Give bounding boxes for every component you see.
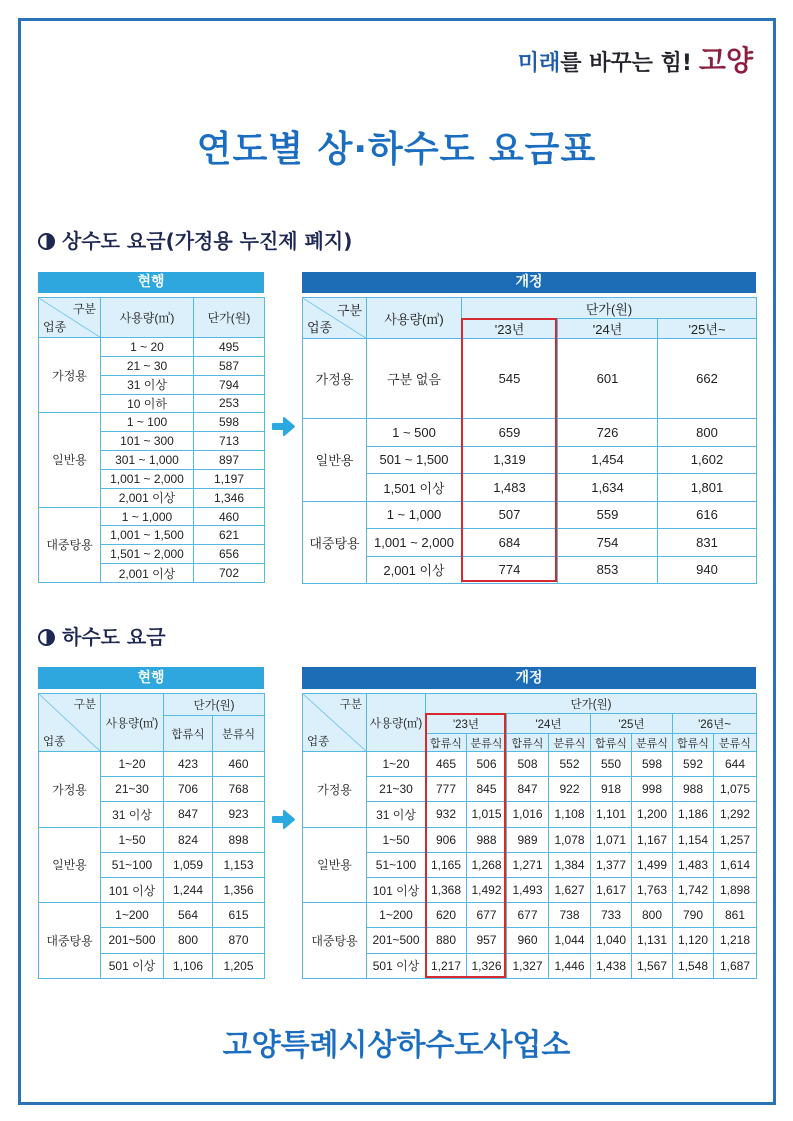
header-combined: 합류식 <box>591 734 632 752</box>
rate-cell: 1,687 <box>714 953 757 978</box>
category-cell: 대중탕용 <box>39 903 101 979</box>
header-usage: 사용량(㎥) <box>101 298 194 338</box>
rate-cell: 897 <box>194 451 265 470</box>
rate-cell: 559 <box>558 501 658 529</box>
rate-cell: 507 <box>462 501 558 529</box>
category-cell: 일반용 <box>39 413 101 507</box>
usage-cell: 501 ~ 1,500 <box>367 446 462 474</box>
water-revised-table <box>302 297 756 584</box>
rate-cell: 1,483 <box>462 474 558 502</box>
rate-cell: 598 <box>632 752 673 777</box>
rate-cell: 615 <box>213 903 265 928</box>
usage-cell: 31 이상 <box>101 802 164 827</box>
rate-cell: 870 <box>213 928 265 953</box>
water-section-title: 상수도 요금(가정용 누진제 폐지) <box>62 229 353 253</box>
rate-cell: 1,634 <box>558 474 658 502</box>
rate-cell: 1,165 <box>426 852 467 877</box>
usage-cell: 21~30 <box>367 777 426 802</box>
sewer-section-title: 하수도 요금 <box>62 625 166 649</box>
sewer-revised-table <box>302 693 756 979</box>
rate-cell: 1,120 <box>673 928 714 953</box>
header-type: 업종 <box>307 320 333 335</box>
rate-cell: 677 <box>507 903 549 928</box>
header-price: 단가(원) <box>194 298 265 338</box>
usage-cell: 1,001 ~ 2,000 <box>101 469 194 488</box>
table-row <box>303 928 757 953</box>
rate-cell: 621 <box>194 526 265 545</box>
header-category: 구분 <box>336 303 362 318</box>
rate-cell: 1,059 <box>164 852 213 877</box>
half-circle-icon <box>38 629 55 646</box>
header-separate: 분류식 <box>714 734 757 752</box>
header-year-2023: '23년 <box>426 714 507 734</box>
usage-cell: 구분 없음 <box>367 339 462 419</box>
rate-cell: 552 <box>549 752 591 777</box>
header-price: 단가(원) <box>462 298 757 319</box>
usage-cell: 1 ~ 500 <box>367 419 462 447</box>
water-current-label: 현행 <box>38 272 264 293</box>
usage-cell: 201~500 <box>367 928 426 953</box>
rate-cell: 684 <box>462 529 558 557</box>
rate-cell: 656 <box>194 545 265 564</box>
header-type: 업종 <box>43 736 66 748</box>
usage-cell: 101 ~ 300 <box>101 432 194 451</box>
rate-cell: 998 <box>632 777 673 802</box>
table-row <box>39 827 265 852</box>
sewer-revised-label: 개정 <box>302 667 756 689</box>
rate-cell: 1,602 <box>658 446 757 474</box>
usage-cell: 101 이상 <box>101 877 164 902</box>
rate-cell: 1,499 <box>632 852 673 877</box>
rate-cell: 831 <box>658 529 757 557</box>
slogan-brand: 고양 <box>698 44 753 77</box>
sewer-current-label: 현행 <box>38 667 264 689</box>
slogan-text: 를 바꾸는 힘! <box>560 51 692 76</box>
rate-cell: 702 <box>194 564 265 583</box>
sewer-current-table <box>38 693 264 979</box>
usage-cell: 1,001 ~ 2,000 <box>367 529 462 557</box>
header-separate: 분류식 <box>467 734 507 752</box>
table-row <box>39 903 265 928</box>
rate-cell: 1,327 <box>507 953 549 978</box>
rate-cell: 922 <box>549 777 591 802</box>
rate-cell: 957 <box>467 928 507 953</box>
usage-cell: 51~100 <box>101 852 164 877</box>
rate-cell: 1,346 <box>194 488 265 507</box>
rate-cell: 1,218 <box>714 928 757 953</box>
rate-cell: 1,200 <box>632 802 673 827</box>
rate-cell: 847 <box>164 802 213 827</box>
table-header-row <box>39 298 265 338</box>
rate-cell: 601 <box>558 339 658 419</box>
rate-cell: 1,271 <box>507 852 549 877</box>
water-revised-label: 개정 <box>302 272 756 293</box>
rate-cell: 616 <box>658 501 757 529</box>
slogan-highlight: 미래 <box>517 51 561 76</box>
header-category: 구분 <box>339 699 362 711</box>
rate-cell: 1,446 <box>549 953 591 978</box>
rate-cell: 1,075 <box>714 777 757 802</box>
rate-cell: 587 <box>194 356 265 375</box>
usage-cell: 10 이하 <box>101 394 194 413</box>
rate-cell: 940 <box>658 556 757 584</box>
usage-cell: 201~500 <box>101 928 164 953</box>
rate-cell: 644 <box>714 752 757 777</box>
header-diagonal-cell <box>39 298 101 338</box>
rate-cell: 790 <box>673 903 714 928</box>
category-cell: 대중탕용 <box>39 507 101 582</box>
rate-cell: 1,438 <box>591 953 632 978</box>
rate-cell: 989 <box>507 827 549 852</box>
rate-cell: 768 <box>213 777 265 802</box>
rate-cell: 659 <box>462 419 558 447</box>
header-year-2023: '23년 <box>462 319 558 339</box>
rate-cell: 960 <box>507 928 549 953</box>
water-current-table <box>38 297 264 583</box>
rate-cell: 1,167 <box>632 827 673 852</box>
rate-cell: 1,454 <box>558 446 658 474</box>
header-year-2025: '25년 <box>591 714 673 734</box>
rate-cell: 1,197 <box>194 469 265 488</box>
rate-cell: 713 <box>194 432 265 451</box>
rate-cell: 1,319 <box>462 446 558 474</box>
rate-cell: 1,356 <box>213 877 265 902</box>
table-row <box>303 339 757 419</box>
rate-cell: 845 <box>467 777 507 802</box>
rate-cell: 1,217 <box>426 953 467 978</box>
table-row <box>303 827 757 852</box>
rate-cell: 1,015 <box>467 802 507 827</box>
header-year-2026: '26년~ <box>673 714 757 734</box>
rate-cell: 1,326 <box>467 953 507 978</box>
rate-cell: 1,268 <box>467 852 507 877</box>
category-cell: 대중탕용 <box>303 501 367 584</box>
table-row <box>303 903 757 928</box>
rate-cell: 1,763 <box>632 877 673 902</box>
rate-cell: 706 <box>164 777 213 802</box>
rate-cell: 1,627 <box>549 877 591 902</box>
rate-cell: 1,493 <box>507 877 549 902</box>
header-year-2024: '24년 <box>507 714 591 734</box>
rate-cell: 1,108 <box>549 802 591 827</box>
category-cell: 일반용 <box>39 827 101 903</box>
table-header-row <box>303 694 757 714</box>
header-type: 업종 <box>307 736 330 748</box>
category-cell: 가정용 <box>303 752 367 828</box>
rate-cell: 508 <box>507 752 549 777</box>
rate-cell: 1,617 <box>591 877 632 902</box>
rate-cell: 253 <box>194 394 265 413</box>
header-usage: 사용량(㎥) <box>367 298 462 339</box>
table-row <box>303 446 757 474</box>
usage-cell: 1,001 ~ 1,500 <box>101 526 194 545</box>
rate-cell: 774 <box>462 556 558 584</box>
rate-cell: 988 <box>673 777 714 802</box>
rate-cell: 662 <box>658 339 757 419</box>
rate-cell: 1,292 <box>714 802 757 827</box>
usage-cell: 1~50 <box>101 827 164 852</box>
rate-cell: 754 <box>558 529 658 557</box>
rate-cell: 800 <box>632 903 673 928</box>
table-row <box>303 419 757 447</box>
usage-cell: 21~30 <box>101 777 164 802</box>
table-row <box>39 752 265 777</box>
header-diagonal-cell <box>303 298 367 339</box>
rate-cell: 794 <box>194 375 265 394</box>
rate-cell: 1,153 <box>213 852 265 877</box>
table-row <box>39 507 265 526</box>
usage-cell: 301 ~ 1,000 <box>101 451 194 470</box>
rate-cell: 506 <box>467 752 507 777</box>
rate-cell: 733 <box>591 903 632 928</box>
category-cell: 가정용 <box>39 338 101 413</box>
table-row <box>39 413 265 432</box>
usage-cell: 1,501 ~ 2,000 <box>101 545 194 564</box>
rate-cell: 460 <box>194 507 265 526</box>
category-cell: 가정용 <box>39 752 101 828</box>
rate-cell: 545 <box>462 339 558 419</box>
rate-cell: 1,154 <box>673 827 714 852</box>
table-row <box>303 777 757 802</box>
usage-cell: 1~20 <box>367 752 426 777</box>
rate-cell: 1,131 <box>632 928 673 953</box>
rate-cell: 988 <box>467 827 507 852</box>
header-combined: 합류식 <box>673 734 714 752</box>
rate-cell: 847 <box>507 777 549 802</box>
table-row <box>303 529 757 557</box>
slogan <box>518 44 753 78</box>
rate-cell: 1,044 <box>549 928 591 953</box>
rate-cell: 1,567 <box>632 953 673 978</box>
rate-cell: 460 <box>213 752 265 777</box>
rate-cell: 1,742 <box>673 877 714 902</box>
rate-cell: 598 <box>194 413 265 432</box>
rate-cell: 861 <box>714 903 757 928</box>
table-row <box>303 953 757 978</box>
rate-cell: 1,071 <box>591 827 632 852</box>
rate-cell: 777 <box>426 777 467 802</box>
usage-cell: 1,501 이상 <box>367 474 462 502</box>
usage-cell: 1~200 <box>101 903 164 928</box>
usage-cell: 1~20 <box>101 752 164 777</box>
header-year-2025: '25년~ <box>658 319 757 339</box>
category-cell: 일반용 <box>303 419 367 502</box>
rate-cell: 423 <box>164 752 213 777</box>
rate-cell: 918 <box>591 777 632 802</box>
rate-cell: 800 <box>658 419 757 447</box>
header-separate: 분류식 <box>213 716 265 752</box>
rate-cell: 1,078 <box>549 827 591 852</box>
header-separate: 분류식 <box>549 734 591 752</box>
rate-cell: 495 <box>194 338 265 357</box>
category-cell: 가정용 <box>303 339 367 419</box>
rate-cell: 1,377 <box>591 852 632 877</box>
table-row <box>303 852 757 877</box>
rate-cell: 1,368 <box>426 877 467 902</box>
header-year-2024: '24년 <box>558 319 658 339</box>
rate-cell: 1,257 <box>714 827 757 852</box>
rate-cell: 1,016 <box>507 802 549 827</box>
rate-cell: 1,101 <box>591 802 632 827</box>
rate-cell: 592 <box>673 752 714 777</box>
header-usage: 사용량(㎥) <box>367 694 426 752</box>
rate-cell: 620 <box>426 903 467 928</box>
right-arrow-icon <box>271 415 296 438</box>
table-row <box>303 877 757 902</box>
rate-cell: 564 <box>164 903 213 928</box>
rate-cell: 1,040 <box>591 928 632 953</box>
table-header-row <box>39 694 265 716</box>
usage-cell: 501 이상 <box>367 953 426 978</box>
rate-cell: 1,483 <box>673 852 714 877</box>
water-section-heading <box>38 228 352 254</box>
usage-cell: 2,001 이상 <box>367 556 462 584</box>
table-header-row <box>303 298 757 319</box>
usage-cell: 31 이상 <box>367 802 426 827</box>
usage-cell: 1 ~ 20 <box>101 338 194 357</box>
usage-cell: 1~50 <box>367 827 426 852</box>
header-diagonal-cell <box>303 694 367 752</box>
header-usage: 사용량(㎥) <box>101 694 164 752</box>
table-row <box>39 338 265 357</box>
rate-cell: 677 <box>467 903 507 928</box>
table-row <box>303 501 757 529</box>
rate-cell: 800 <box>164 928 213 953</box>
rate-cell: 880 <box>426 928 467 953</box>
sewer-section-heading <box>38 624 166 650</box>
header-price: 단가(원) <box>164 694 265 716</box>
rate-cell: 550 <box>591 752 632 777</box>
rate-cell: 1,106 <box>164 953 213 978</box>
rate-cell: 1,898 <box>714 877 757 902</box>
header-separate: 분류식 <box>632 734 673 752</box>
rate-cell: 906 <box>426 827 467 852</box>
rate-cell: 1,205 <box>213 953 265 978</box>
table-row <box>303 802 757 827</box>
category-cell: 대중탕용 <box>303 903 367 979</box>
usage-cell: 1 ~ 1,000 <box>101 507 194 526</box>
header-combined: 합류식 <box>164 716 213 752</box>
rate-cell: 1,492 <box>467 877 507 902</box>
header-combined: 합류식 <box>507 734 549 752</box>
rate-cell: 1,614 <box>714 852 757 877</box>
usage-cell: 31 이상 <box>101 375 194 394</box>
rate-cell: 1,801 <box>658 474 757 502</box>
right-arrow-icon <box>271 808 296 831</box>
rate-cell: 932 <box>426 802 467 827</box>
usage-cell: 21 ~ 30 <box>101 356 194 375</box>
rate-cell: 923 <box>213 802 265 827</box>
rate-cell: 738 <box>549 903 591 928</box>
rate-cell: 824 <box>164 827 213 852</box>
rate-cell: 898 <box>213 827 265 852</box>
table-row <box>303 752 757 777</box>
usage-cell: 501 이상 <box>101 953 164 978</box>
header-category: 구분 <box>72 302 96 316</box>
header-combined: 합류식 <box>426 734 467 752</box>
usage-cell: 2,001 이상 <box>101 488 194 507</box>
rate-cell: 465 <box>426 752 467 777</box>
rate-cell: 1,384 <box>549 852 591 877</box>
category-cell: 일반용 <box>303 827 367 903</box>
usage-cell: 2,001 이상 <box>101 564 194 583</box>
rate-cell: 1,186 <box>673 802 714 827</box>
usage-cell: 51~100 <box>367 852 426 877</box>
usage-cell: 101 이상 <box>367 877 426 902</box>
footer-organization: 고양특례시상하수도사업소 <box>222 1028 571 1063</box>
header-price: 단가(원) <box>426 694 757 714</box>
usage-cell: 1 ~ 100 <box>101 413 194 432</box>
rate-cell: 726 <box>558 419 658 447</box>
table-row <box>303 474 757 502</box>
header-diagonal-cell <box>39 694 101 752</box>
half-circle-icon <box>38 233 55 250</box>
usage-cell: 1 ~ 1,000 <box>367 501 462 529</box>
rate-cell: 1,244 <box>164 877 213 902</box>
usage-cell: 1~200 <box>367 903 426 928</box>
header-type: 업종 <box>43 320 67 334</box>
page-title: 연도별 상·하수도 요금표 <box>196 129 597 170</box>
header-category: 구분 <box>73 699 96 711</box>
rate-cell: 1,548 <box>673 953 714 978</box>
rate-cell: 853 <box>558 556 658 584</box>
table-row <box>303 556 757 584</box>
